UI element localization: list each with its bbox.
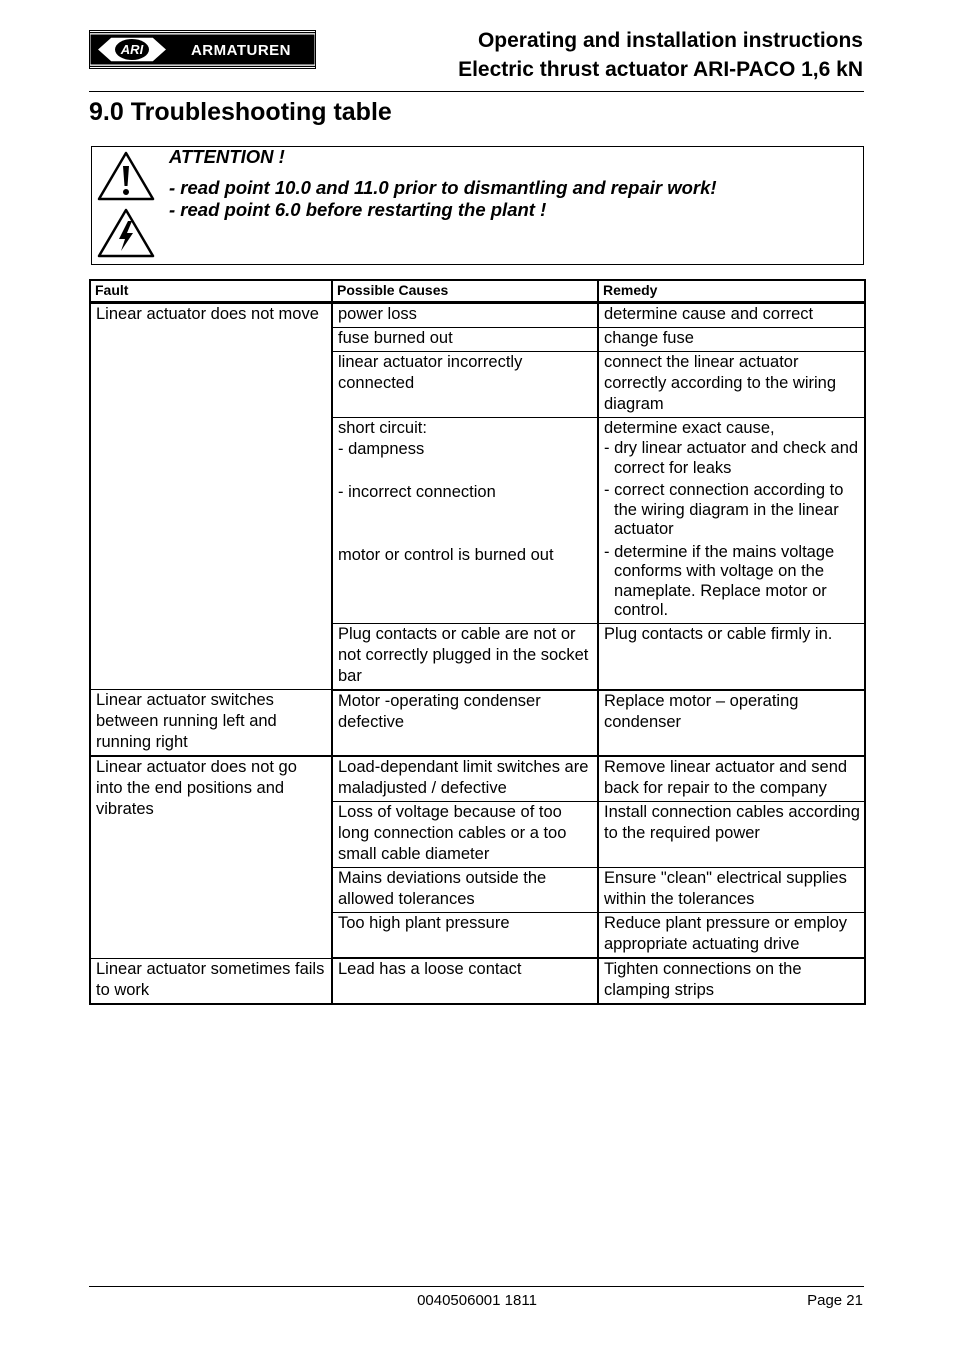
remedy-cell: Replace motor – operating condenser [598,690,865,757]
table-row [90,958,865,1004]
cause-cell: Lead has a loose contact [332,958,598,1004]
remedy-cell: Plug contacts or cable firmly in. [598,623,865,690]
remedy-determine-cause: determine exact cause, [604,419,775,437]
remedy-cell: Reduce plant pressure or employ appropriate actuating drive [598,913,865,959]
svg-text:ARMATUREN: ARMATUREN [190,42,292,59]
troubleshooting-table [89,279,866,1005]
cause-cell: linear actuator incorrectly connected [332,352,598,418]
ari-armaturen-logo [89,30,316,69]
cause-cell: Too high plant pressure [332,913,598,959]
cause-cell: power loss [332,303,598,328]
header-remedy: Remedy [598,280,865,303]
remedy-cell: connect the linear actuator correctly according to the wiring diagram [598,352,865,418]
remedy-dry-actuator: - dry linear actuator and check and correct for leaks [604,439,859,477]
header-possible-causes: Possible Causes [332,280,598,303]
cause-incorrect-connection: - incorrect connection [338,483,496,501]
warning-exclamation-icon [97,151,155,201]
fault-cell: Linear actuator does not go into the end positions and vibrates [90,756,332,958]
remedy-correct-connection: - correct connection according to the wiring diagram in the linear actuator [604,481,844,538]
document-number: 0040506001 1811 [417,1292,537,1309]
page-number: Page 21 [807,1292,863,1309]
attention-line-1: - read point 10.0 and 11.0 prior to dismantling and repair work! [169,177,717,198]
remedy-cell: Remove linear actuator and send back for repair to the company [598,756,865,802]
cause-cell: Load-dependant limit switches are maladjusted / defective [332,756,598,802]
cause-burned-out: motor or control is burned out [338,546,554,564]
table-row [90,303,865,328]
footer-divider [89,1286,864,1287]
header-title-line1: Operating and installation instructions [477,29,863,52]
attention-box [91,146,864,265]
cause-cell [332,418,598,624]
cause-cell: fuse burned out [332,328,598,352]
remedy-cell: Tighten connections on the clamping strips [598,958,865,1004]
cause-cell: Loss of voltage because of too long connection cables or a too small cable diameter [332,802,598,868]
header-divider [89,91,864,92]
remedy-cell: change fuse [598,328,865,352]
cause-short-circuit: short circuit: [338,419,427,437]
remedy-cell: determine cause and correct [598,303,865,328]
remedy-check-mains-voltage: - determine if the mains voltage conforms with voltage on the nameplate. Replace motor or control. [604,542,835,619]
header-fault: Fault [90,280,332,303]
cause-cell: Plug contacts or cable are not or not correctly plugged in the socket bar [332,623,598,690]
fault-cell: Linear actuator does not move [90,303,332,690]
fault-cell: Linear actuator sometimes fails to work [90,958,332,1004]
document-header-title [458,26,863,84]
section-title: 9.0 Troubleshooting table [89,98,392,126]
remedy-cell: Ensure "clean" electrical supplies within the tolerances [598,868,865,913]
table-header-row [90,280,865,303]
header-title-line2: Electric thrust actuator ARI-PACO 1,6 kN [458,58,863,81]
cause-dampness: - dampness [338,440,425,458]
attention-line-2: - read point 6.0 before restarting the plant ! [169,199,547,220]
svg-text:ARI: ARI [120,42,144,57]
fault-cell: Linear actuator switches between running left and running right [90,690,332,757]
table-row [90,756,865,802]
cause-cell: Mains deviations outside the allowed tolerances [332,868,598,913]
remedy-cell [598,418,865,624]
table-row [90,690,865,757]
remedy-cell: Install connection cables according to the required power [598,802,865,868]
electrical-hazard-icon [97,208,155,258]
attention-heading: ATTENTION ! [169,146,285,167]
cause-cell: Motor -operating condenser defective [332,690,598,757]
